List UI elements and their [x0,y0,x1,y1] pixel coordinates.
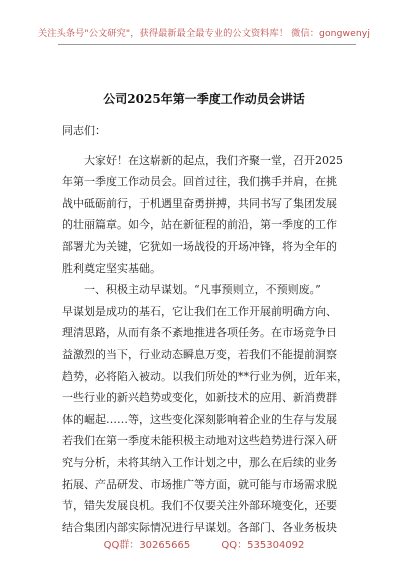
document-body [62,120,352,538]
body-line: 拓展、产品研发、市场推广等方面，就可能与市场需求脱 [62,477,337,491]
footer-qq-group: QQ群：30265665 [103,540,191,551]
document-title: 公司2025年第一季度工作动员会讲话 [103,92,305,106]
body-line: 若我们在第一季度未能积极主动地对这些趋势进行深入研 [62,434,337,448]
body-line: 部署尤为关键，它犹如一场战役的开场冲锋，将为全年的 [62,239,337,253]
body-line: 一些行业的新兴趋势或变化，如新技术的应用、新消费群 [62,391,337,405]
body-line: 体的崛起……等，这些变化深刻影响着企业的生存与发展 [62,412,337,426]
body-line: 究与分析，未将其纳入工作计划之中，那么在后续的业务 [62,455,337,469]
body-line: 结合集团内部实际情况进行早谋划。各部门、各业务板块 [62,520,337,534]
body-line: 大家好！在这崭新的起点，我们齐聚一堂，召开2025 [84,153,343,167]
header-notice: 关注头条号"公文研究"，获得最新最全最专业的公文资料库！ 微信：gongwenyj [38,28,370,39]
footer-contact [0,536,408,551]
body-line: 节，错失发展良机。我们不仅要关注外部环境变化，还要 [62,499,337,513]
footer-qq: QQ：535304092 [221,540,305,551]
section-heading: 一、积极主动早谋划。“凡事预则立，不预则废。” [84,283,321,297]
body-line: 的壮丽篇章。如今，站在新征程的前沿，第一季度的工作 [62,218,337,232]
salutation: 同志们： [62,124,106,137]
body-line: 益激烈的当下，行业动态瞬息万变，若我们不能提前洞察 [62,347,337,361]
body-line: 胜利奠定坚实基础。 [62,261,161,275]
body-line: 趋势，必将陷入被动。以我们所处的**行业为例，近年来， [62,369,348,383]
header-divider [58,44,356,45]
body-line: 年第一季度工作动员会。回首过往，我们携手并肩，在挑 [62,175,337,189]
paragraph-gap [62,142,352,150]
body-line: 理清思路，从而有条不紊地推进各项任务。在市场竞争日 [62,326,337,340]
body-line: 早谋划是成功的基石，它让我们在工作开展前明确方向、 [62,304,337,318]
body-line: 战中砥砺前行，于机遇里奋勇拼搏，共同书写了集团发展 [62,196,337,210]
